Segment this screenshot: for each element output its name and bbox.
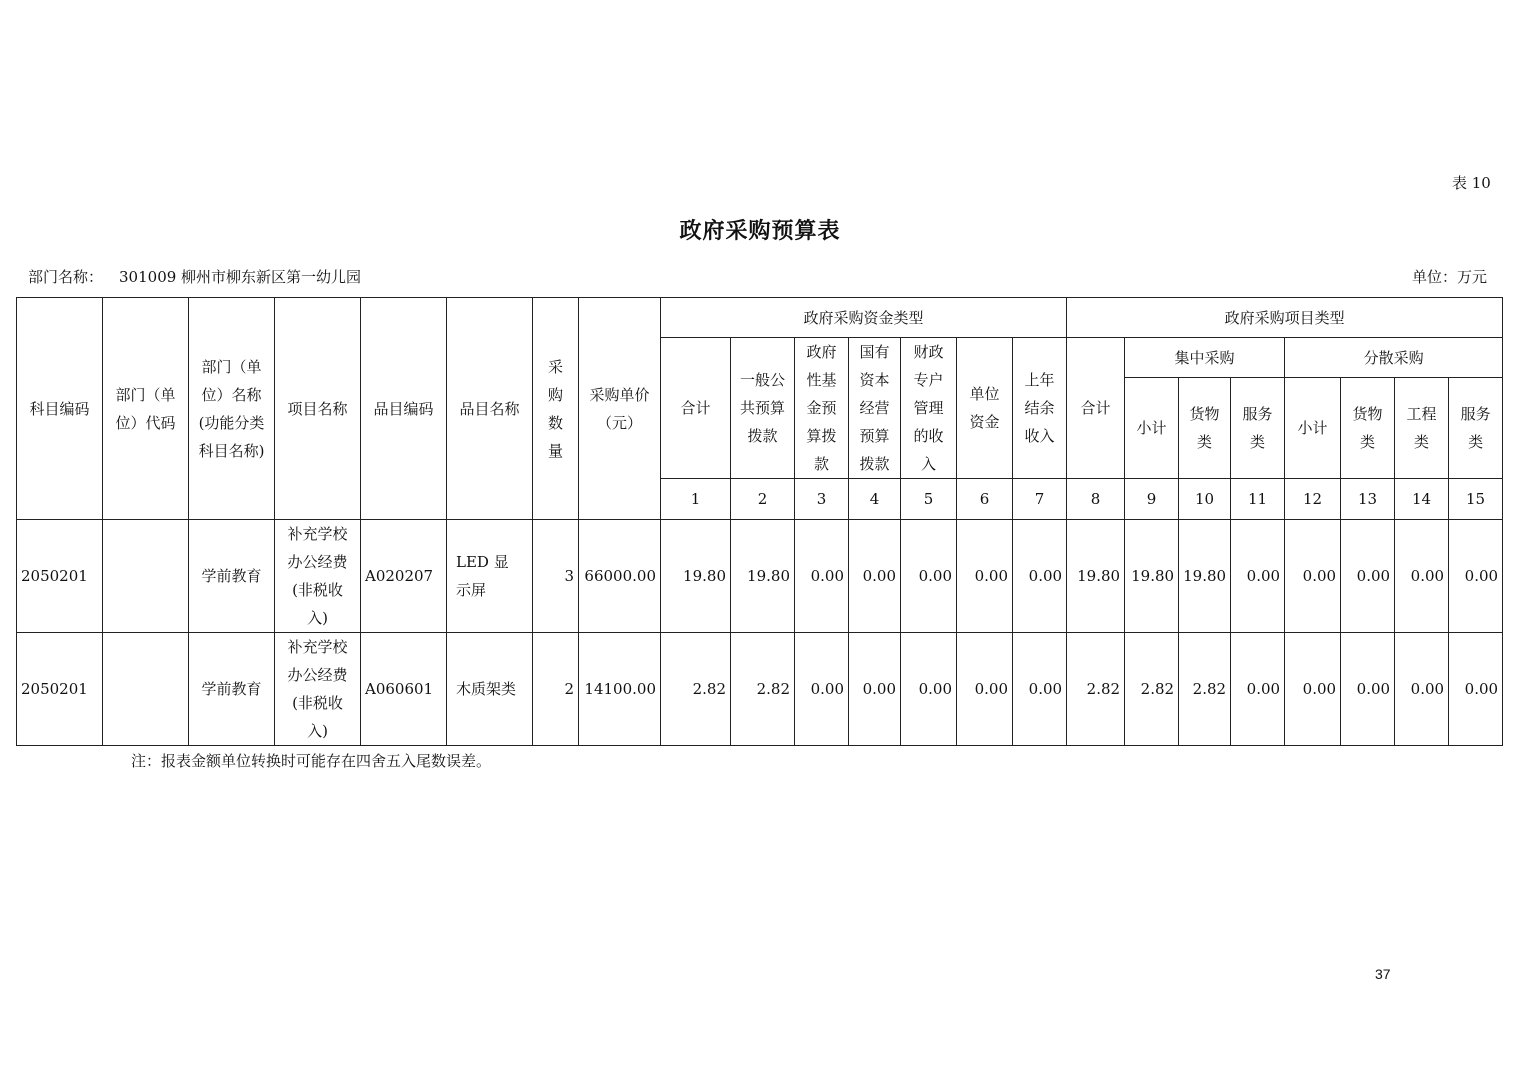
value-cell: 0.00 [1013,633,1067,746]
index-cell: 15 [1449,479,1503,520]
department-name: 301009 柳州市柳东新区第一幼儿园 [119,268,362,286]
header-fund-col: 财政专户管理的收入 [901,338,957,479]
index-cell: 13 [1341,479,1395,520]
header-dispersed-col: 小计 [1285,378,1341,479]
header-centralized-col: 服务类 [1231,378,1285,479]
value-cell: 0.00 [957,520,1013,633]
value-cell: 2.82 [731,633,795,746]
value-cell: 0.00 [795,520,849,633]
department-line [28,266,361,287]
index-cell: 1 [661,479,731,520]
value-cell: 19.80 [731,520,795,633]
header-unit-price: 采购单价（元） [579,298,661,520]
quantity-cell: 2 [533,633,579,746]
page-number: 37 [1375,966,1391,982]
item-code-cell: A020207 [361,520,447,633]
index-cell: 3 [795,479,849,520]
value-cell: 0.00 [1231,633,1285,746]
index-cell: 5 [901,479,957,520]
header-centralized-col: 小计 [1125,378,1179,479]
header-centralized: 集中采购 [1125,338,1285,378]
value-cell: 0.00 [1285,520,1341,633]
table-row [17,520,1503,633]
header-fund-type: 政府采购资金类型 [661,298,1067,338]
value-cell: 0.00 [1449,520,1503,633]
value-cell: 0.00 [849,520,901,633]
dept-name-cell: 学前教育 [189,633,275,746]
value-cell: 2.82 [1179,633,1231,746]
value-cell: 0.00 [1341,633,1395,746]
header-project-total: 合计 [1067,338,1125,479]
quantity-cell: 3 [533,520,579,633]
header-fund-col: 一般公共预算拨款 [731,338,795,479]
table-row [17,633,1503,746]
header-dispersed-col: 货物类 [1341,378,1395,479]
unit-price-cell: 66000.00 [579,520,661,633]
index-cell: 2 [731,479,795,520]
header-item-name: 品目名称 [447,298,533,520]
header-subject-code: 科目编码 [17,298,103,520]
index-cell: 11 [1231,479,1285,520]
index-cell: 8 [1067,479,1125,520]
value-cell: 0.00 [849,633,901,746]
value-cell: 2.82 [1067,633,1125,746]
department-label: 部门名称： [28,268,104,286]
value-cell: 19.80 [1179,520,1231,633]
header-dispersed-col: 工程类 [1395,378,1449,479]
header-dept-name: 部门（单位）名称(功能分类科目名称) [189,298,275,520]
value-cell: 0.00 [901,633,957,746]
project-name-cell: 补充学校办公经费(非税收入) [275,520,361,633]
index-cell: 6 [957,479,1013,520]
header-quantity: 采购数量 [533,298,579,520]
header-fund-col: 国有资本经营预算拨款 [849,338,901,479]
page-title: 政府采购预算表 [679,218,841,244]
project-name-cell: 补充学校办公经费(非税收入) [275,633,361,746]
value-cell: 0.00 [957,633,1013,746]
header-dispersed-col: 服务类 [1449,378,1503,479]
header-fund-col: 单位资金 [957,338,1013,479]
procurement-budget-table [16,297,1503,746]
dept-name-cell: 学前教育 [189,520,275,633]
value-cell: 2.82 [1125,633,1179,746]
index-cell: 14 [1395,479,1449,520]
index-cell: 9 [1125,479,1179,520]
unit-price-cell: 14100.00 [579,633,661,746]
value-cell: 0.00 [901,520,957,633]
value-cell: 0.00 [1395,633,1449,746]
unit-label: 单位：万元 [1412,268,1488,286]
header-dispersed: 分散采购 [1285,338,1503,378]
header-fund-col: 上年结余收入 [1013,338,1067,479]
value-cell: 0.00 [1013,520,1067,633]
index-cell: 12 [1285,479,1341,520]
footnote: 注：报表金额单位转换时可能存在四舍五入尾数误差。 [131,752,492,770]
header-centralized-col: 货物类 [1179,378,1231,479]
header-fund-col: 政府性基金预算拨款 [795,338,849,479]
subject-code-cell: 2050201 [17,633,103,746]
value-cell: 19.80 [1125,520,1179,633]
value-cell: 0.00 [1285,633,1341,746]
subject-code-cell: 2050201 [17,520,103,633]
table-number: 表 10 [1452,174,1491,192]
value-cell: 19.80 [661,520,731,633]
header-project-type: 政府采购项目类型 [1067,298,1503,338]
header-fund-col: 合计 [661,338,731,479]
header-item-code: 品目编码 [361,298,447,520]
item-code-cell: A060601 [361,633,447,746]
value-cell: 0.00 [795,633,849,746]
dept-code-cell [103,520,189,633]
header-project-name: 项目名称 [275,298,361,520]
item-name-cell: LED 显示屏 [447,520,533,633]
value-cell: 0.00 [1231,520,1285,633]
item-name-cell: 木质架类 [447,633,533,746]
index-cell: 7 [1013,479,1067,520]
value-cell: 0.00 [1341,520,1395,633]
value-cell: 19.80 [1067,520,1125,633]
value-cell: 0.00 [1449,633,1503,746]
dept-code-cell [103,633,189,746]
value-cell: 2.82 [661,633,731,746]
index-cell: 4 [849,479,901,520]
value-cell: 0.00 [1395,520,1449,633]
index-cell: 10 [1179,479,1231,520]
header-dept-code: 部门（单位）代码 [103,298,189,520]
